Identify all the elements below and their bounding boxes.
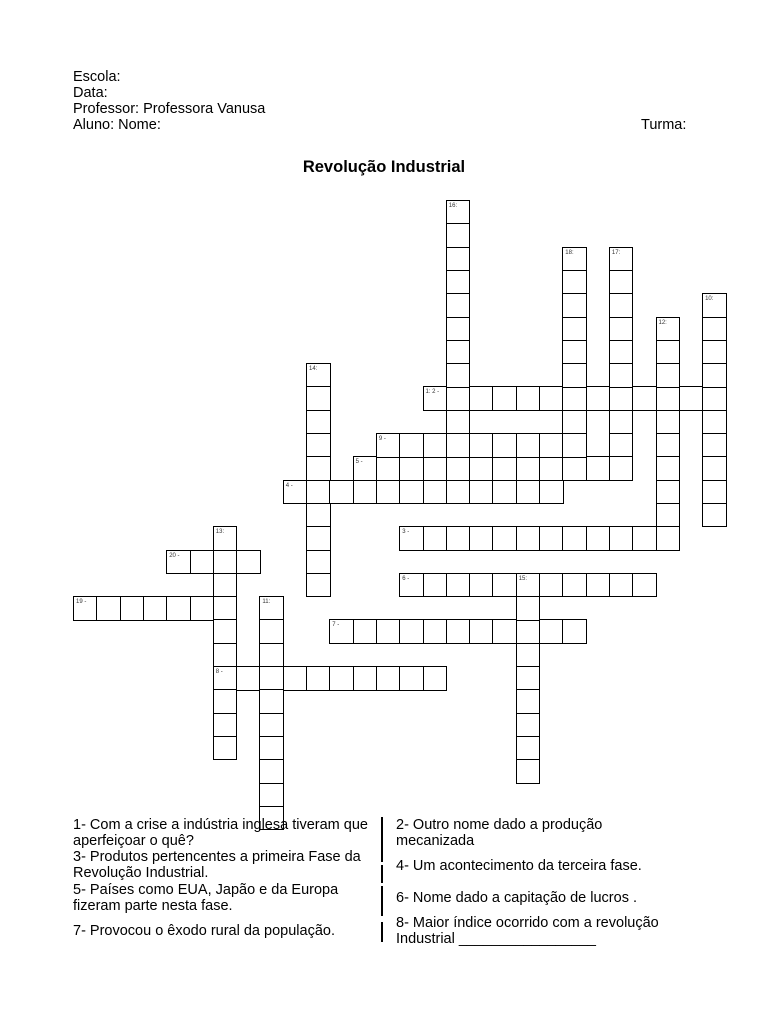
crossword-cell[interactable] [562,573,587,598]
crossword-cell[interactable] [516,619,541,644]
crossword-cell[interactable] [446,433,471,458]
crossword-cell[interactable] [120,596,145,621]
crossword-cell[interactable] [679,386,704,411]
crossword-cell[interactable] [399,619,424,644]
crossword-cell[interactable] [259,619,284,644]
crossword-cell[interactable] [656,340,681,365]
crossword-cell[interactable] [423,433,448,458]
clue-number: 17: [611,249,621,256]
clue-number: 12: [658,319,667,326]
crossword-cell[interactable] [632,573,657,598]
crossword-cell[interactable] [562,317,587,342]
crossword-cell[interactable] [516,596,541,621]
worksheet-title: Revolução Industrial [302,158,466,176]
crossword-cell[interactable] [446,247,471,272]
crossword-cell[interactable] [399,433,424,458]
clue-number: 9 - [378,436,386,442]
clue-number: 5 - [355,459,363,466]
crossword-cell[interactable] [702,293,727,318]
crossword-cell[interactable] [353,480,378,505]
crossword-cell[interactable] [656,386,681,411]
crossword-cell[interactable] [96,596,121,621]
crossword-cell[interactable] [562,433,587,458]
crossword-cell[interactable] [353,666,378,691]
crossword-cell[interactable] [516,643,541,668]
crossword-cell[interactable] [492,433,517,458]
column-divider [381,865,383,883]
crossword-cell[interactable] [562,363,587,388]
crossword-cell[interactable] [283,480,308,505]
crossword-cell[interactable] [376,619,401,644]
crossword-cell[interactable] [306,456,331,481]
column-divider [381,817,383,862]
crossword-cell[interactable] [609,317,634,342]
clue-4: 4- Um acontecimento da terceira fase. [396,858,642,874]
crossword-cell[interactable] [446,293,471,318]
crossword-cell[interactable] [539,433,564,458]
clue-number: 20 - [169,552,180,559]
crossword-cell[interactable] [446,317,471,342]
crossword-cell[interactable] [539,456,564,481]
crossword-cell[interactable] [656,363,681,388]
crossword-cell[interactable] [446,223,471,248]
crossword-cell[interactable] [446,456,471,481]
crossword-cell[interactable] [656,526,681,551]
crossword-cell[interactable] [492,456,517,481]
crossword-cell[interactable] [446,410,471,435]
crossword-cell[interactable] [609,526,634,551]
crossword-cell[interactable] [539,480,564,505]
crossword-cell[interactable] [353,456,378,481]
crossword-cell[interactable] [586,456,611,481]
clue-number: 15: [518,575,528,582]
school-label: Escola: [73,69,121,85]
crossword-cell[interactable] [446,340,471,365]
crossword-cell[interactable] [213,550,238,575]
crossword-cell[interactable] [306,480,331,505]
crossword-cell[interactable] [166,596,191,621]
clue-number: 1: 2 - [425,389,440,396]
crossword-cell[interactable] [446,270,471,295]
crossword-cell[interactable] [632,526,657,551]
crossword-cell[interactable] [516,480,541,505]
crossword-cell[interactable] [399,666,424,691]
clue-number: 4 - [285,482,293,489]
crossword-cell[interactable] [492,619,517,644]
crossword-cell[interactable] [516,689,541,714]
crossword-cell[interactable] [376,433,401,458]
clue-number: 16: [448,203,458,209]
crossword-cell[interactable] [259,689,284,714]
crossword-cell[interactable] [213,736,238,761]
crossword-cell[interactable] [469,573,494,598]
crossword-cell[interactable] [423,573,448,598]
crossword-cell[interactable] [399,526,424,551]
clue-number: 14: [309,366,318,373]
crossword-cell[interactable] [306,386,331,411]
crossword-cell[interactable] [516,573,541,598]
crossword-cell[interactable] [166,550,191,575]
crossword-cell[interactable] [213,643,238,668]
crossword-cell[interactable] [492,480,517,505]
crossword-cell[interactable] [656,433,681,458]
crossword-cell[interactable] [656,456,681,481]
crossword-cell[interactable] [609,410,634,435]
clue-number: 7 - [332,622,340,629]
crossword-cell[interactable] [516,736,541,761]
crossword-cell[interactable] [609,433,634,458]
crossword-cell[interactable] [539,619,564,644]
crossword-cell[interactable] [399,573,424,598]
crossword-cell[interactable] [632,386,657,411]
crossword-cell[interactable] [586,526,611,551]
crossword-cell[interactable] [446,386,471,411]
crossword-cell[interactable] [423,526,448,551]
class-label: Turma: [641,117,687,133]
crossword-cell[interactable] [283,666,308,691]
crossword-cell[interactable] [516,456,541,481]
clue-5: 5- Países como EUA, Japão e da Europa fizeram parte nesta fase. [73,882,339,914]
crossword-cell[interactable] [446,200,471,225]
teacher-label: Professor: Professora Vanusa [73,101,266,117]
crossword-cell[interactable] [306,410,331,435]
crossword-cell[interactable] [259,666,284,691]
clue-1: 1- Com a crise a indústria inglesa tiveram que aperfeiçoar o quê? [73,817,368,849]
clue-7: 7- Provocou o êxodo rural da população. [73,923,335,939]
crossword-cell[interactable] [329,619,354,644]
crossword-cell[interactable] [469,386,494,411]
crossword-cell[interactable] [516,666,541,691]
crossword-cell[interactable] [73,596,98,621]
crossword-cell[interactable] [539,573,564,598]
crossword-cell[interactable] [562,293,587,318]
clue-3: 3- Produtos pertencentes a primeira Fase da Revolução Industrial. [73,849,361,881]
crossword-cell[interactable] [446,363,471,388]
crossword-cell[interactable] [469,526,494,551]
crossword-cell[interactable] [259,713,284,738]
crossword-cell[interactable] [469,433,494,458]
crossword-cell[interactable] [562,410,587,435]
crossword-cell[interactable] [423,666,448,691]
crossword-cell[interactable] [306,526,331,551]
crossword-cell[interactable] [562,340,587,365]
crossword-cell[interactable] [213,573,238,598]
crossword-cell[interactable] [236,666,261,691]
crossword-cell[interactable] [656,317,681,342]
clue-number: 8 - [215,669,223,675]
crossword-cell[interactable] [329,666,354,691]
date-label: Data: [73,85,108,101]
crossword-cell[interactable] [190,550,215,575]
crossword-cell[interactable] [492,526,517,551]
crossword-cell[interactable] [329,480,354,505]
crossword-cell[interactable] [213,596,238,621]
crossword-cell[interactable] [306,363,331,388]
crossword-cell[interactable] [376,456,401,481]
crossword-cell[interactable] [609,270,634,295]
crossword-cell[interactable] [446,573,471,598]
crossword-cell[interactable] [702,433,727,458]
crossword-cell[interactable] [353,619,378,644]
crossword-cell[interactable] [399,456,424,481]
clue-number: 11: [262,599,271,606]
clue-number: 19 - [76,599,87,606]
clue-2: 2- Outro nome dado a produção mecanizada [396,817,603,849]
crossword-cell[interactable] [609,247,634,272]
crossword-cell[interactable] [702,363,727,388]
crossword-cell[interactable] [259,759,284,784]
crossword-cell[interactable] [656,503,681,528]
crossword-cell[interactable] [213,526,238,551]
crossword-cell[interactable] [656,480,681,505]
crossword-cell[interactable] [562,526,587,551]
clue-6: 6- Nome dado a capitação de lucros . [396,890,637,906]
crossword-cell[interactable] [399,480,424,505]
crossword-cell[interactable] [609,363,634,388]
crossword-cell[interactable] [562,386,587,411]
column-divider [381,922,383,942]
crossword-cell[interactable] [492,386,517,411]
column-divider [381,886,383,916]
crossword-cell[interactable] [539,526,564,551]
crossword-cell[interactable] [213,619,238,644]
crossword-cell[interactable] [586,573,611,598]
crossword-cell[interactable] [702,503,727,528]
crossword-cell[interactable] [562,456,587,481]
crossword-cell[interactable] [213,713,238,738]
crossword-cell[interactable] [702,410,727,435]
crossword-cell[interactable] [376,480,401,505]
crossword-cell[interactable] [516,386,541,411]
crossword-cell[interactable] [586,386,611,411]
crossword-cell[interactable] [492,573,517,598]
crossword-cell[interactable] [143,596,168,621]
crossword-cell[interactable] [516,526,541,551]
crossword-cell[interactable] [516,713,541,738]
crossword-cell[interactable] [562,247,587,272]
crossword-cell[interactable] [446,480,471,505]
crossword-cell[interactable] [609,293,634,318]
crossword-cell[interactable] [609,456,634,481]
crossword-cell[interactable] [306,550,331,575]
crossword-cell[interactable] [702,480,727,505]
crossword-cell[interactable] [656,410,681,435]
crossword-cell[interactable] [702,456,727,481]
crossword-cell[interactable] [376,666,401,691]
crossword-cell[interactable] [213,666,238,691]
crossword-cell[interactable] [259,643,284,668]
crossword-cell[interactable] [306,573,331,598]
crossword-cell[interactable] [259,783,284,808]
crossword-cell[interactable] [702,386,727,411]
crossword-cell[interactable] [609,340,634,365]
crossword-cell[interactable] [423,386,448,411]
crossword-cell[interactable] [539,386,564,411]
clue-8: 8- Maior índice ocorrido com a revolução Industrial _________________ [396,915,659,947]
crossword-cell[interactable] [306,433,331,458]
crossword-cell[interactable] [562,619,587,644]
crossword-cell[interactable] [562,270,587,295]
crossword-cell[interactable] [213,689,238,714]
crossword-cell[interactable] [702,340,727,365]
crossword-cell[interactable] [516,759,541,784]
clue-number: 13: [215,529,225,536]
crossword-cell[interactable] [609,573,634,598]
crossword-cell[interactable] [516,433,541,458]
clue-number: 3 - [402,529,410,536]
crossword-cell[interactable] [609,386,634,411]
crossword-cell[interactable] [469,456,494,481]
clue-number: 18: [565,249,574,256]
crossword-cell[interactable] [306,666,331,691]
crossword-cell[interactable] [446,619,471,644]
crossword-cell[interactable] [423,480,448,505]
crossword-cell[interactable] [469,480,494,505]
crossword-cell[interactable] [469,619,494,644]
clue-number: 10: [705,296,714,303]
crossword-cell[interactable] [423,456,448,481]
student-name-label: Aluno: Nome: [73,117,161,133]
crossword-cell[interactable] [259,736,284,761]
crossword-cell[interactable] [702,317,727,342]
crossword-cell[interactable] [190,596,215,621]
crossword-cell[interactable] [446,526,471,551]
crossword-cell[interactable] [423,619,448,644]
crossword-cell[interactable] [259,596,284,621]
clue-number: 6 - [402,575,410,582]
crossword-cell[interactable] [306,503,331,528]
crossword-cell[interactable] [236,550,261,575]
